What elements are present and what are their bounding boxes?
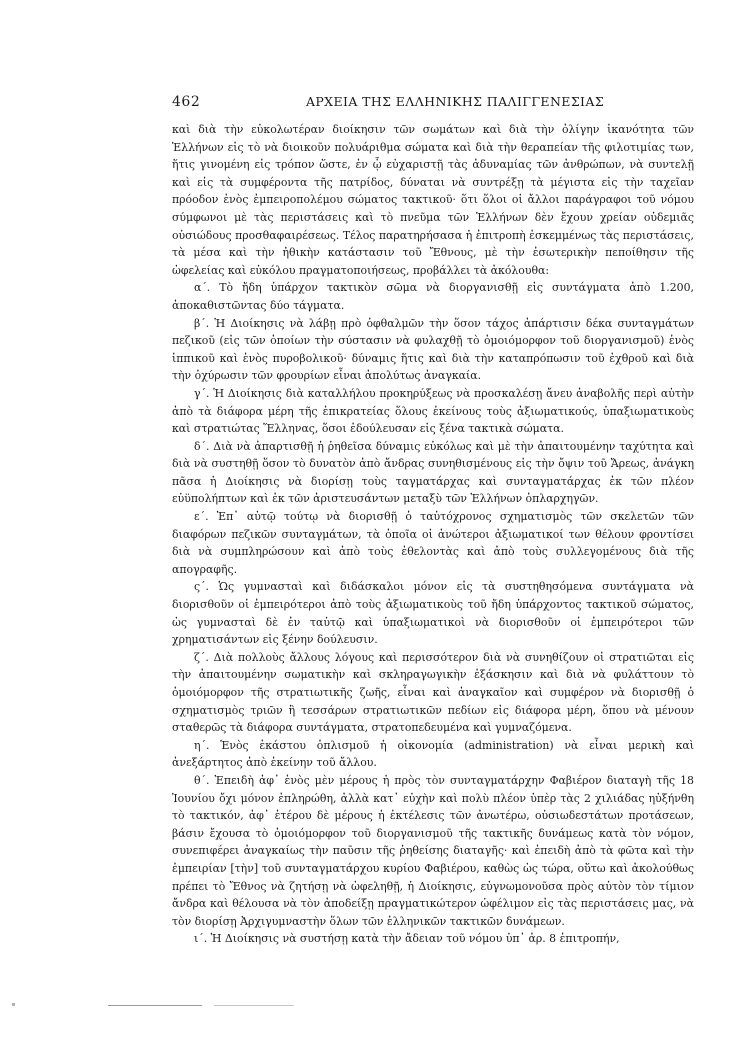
body-text <box>172 121 694 948</box>
paragraph-gamma: γ΄. Ἡ Διοίκησις διὰ καταλλήλου προκηρύξεως νὰ προσκαλέσῃ ἄνευ ἀναβολῆς περὶ αὐτὴν ἀπὸ τὰ διάφορα μέρη τῆς ἐπικρατείας ὅλους ἐκείνους τοὺς ἀξιωματικούς, ὑπαξιωματικοὺς καὶ στρατιώτας Ἕλληνας, ὅσοι ἐδούλευσαν εἰς ξένα τακτικὰ σώματα. <box>172 386 694 436</box>
scan-edge-rule <box>214 1005 294 1006</box>
scan-edge-mark <box>12 1003 15 1006</box>
scan-edge-rule <box>108 1005 202 1006</box>
paragraph-stigma: ς΄. Ὡς γυμνασταὶ καὶ διδάσκαλοι μόνον εἰς τὰ συστηθησόμενα συντάγματα νὰ διορισθοῦν οἱ ἐμπειρότεροι ἀπὸ τοὺς ἀξιωματικοὺς τοῦ ἤδη ὑπάρχοντος τακτικοῦ σώματος, ὡς γυμνασταὶ δὲ ἐν ταὐτῷ καὶ ὑπαξιωματικοὶ νὰ διορισθοῦν οἱ ἐμπειρότεροι τῶν χρηματισάντων εἰς ξένην δούλευσιν. <box>172 580 694 647</box>
paragraph-beta: β΄. Ἡ Διοίκησις νὰ λάβῃ πρὸ ὀφθαλμῶν τὴν ὅσον τάχος ἀπάρτισιν δέκα συνταγμάτων πεζικοῦ (εἰς τῶν ὁποίων τὴν σύστασιν νὰ φυλαχθῇ τὸ ὁμοιόμορφον τοῦ διοργανισμοῦ) ἑνὸς ἱππικοῦ καὶ ἑνὸς πυροβολικοῦ· δύναμις ἥτις καὶ διὰ τὴν καταπρόπωσιν τοῦ ἐχθροῦ καὶ διὰ τὴν ὀχύρωσιν τῶν φρουρίων εἶναι ἀπολύτως ἀναγκαία. <box>172 316 694 383</box>
paragraph-zeta: ζ΄. Διὰ πολλοὺς ἄλλους λόγους καὶ περισσότερον διὰ νὰ συνηθίζουν οἱ στρατιῶται εἰς τὴν ἀπαιτουμένην σωματικὴν καὶ σκληραγωγικὴν ἐξάσκησιν καὶ διὰ νὰ φυλάττουν τὸ ὁμοιόμορφον τῆς στρατιωτικῆς ζωῆς, εἶναι καὶ ἀναγκαῖον καὶ συμφέρον νὰ διορισθῇ ὁ σχηματισμὸς τριῶν ἢ τεσσάρων στρατιωτικῶν πεδίων εἰς διάφορα μέρη, ὅπου νὰ μένουν σταθερῶς τὰ διάφορα συντάγματα, στρατοπεδευμένα καὶ γυμναζόμενα. <box>172 650 694 735</box>
paragraph-eta: η΄. Ἑνὸς ἑκάστου ὁπλισμοῦ ἡ οἰκονομία (administration) νὰ εἶναι μερικὴ καὶ ἀνεξάρτητος ἀπὸ ἐκείνην τοῦ ἄλλου. <box>172 738 694 770</box>
paragraph-epsilon: ε΄. Ἐπ᾽ αὐτῷ τούτῳ νὰ διορισθῇ ὁ ταὐτόχρονος σχηματισμὸς τῶν σκελετῶν τῶν διαφόρων πεζικῶν συνταγμάτων, τὰ ὁποῖα οἱ ἀνώτεροι ἀξιωματικοί των θέλουν φροντίσει διὰ νὰ συμπληρώσουν καὶ ἀπὸ τοὺς ἐθελοντὰς καὶ ἀπὸ τοὺς συλλεγομένους διὰ τῆς απογραφῆς. <box>172 510 694 576</box>
page-header <box>172 94 692 114</box>
paragraph-alpha: α΄. Τὸ ἤδη ὑπάρχον τακτικὸν σῶμα νὰ διοργανισθῇ εἰς συντάγματα ἀπὸ 1.200, ἀποκαθιστῶντας δύο τάγματα. <box>172 281 694 312</box>
paragraph-theta: θ΄. Ἐπειδὴ ἀφ᾽ ἑνὸς μὲν μέρους ἡ πρὸς τὸν συνταγματάρχην Φαβιέρον διαταγὴ τῆς 18 Ἰουνίου ὄχι μόνον ἐπληρώθη, ἀλλὰ κατ᾽ εὐχὴν καὶ πολὺ πλέον ὑπὲρ τὰς 2 χιλιάδας ηὐξήνθη τὸ τακτικόν, ἀφ᾽ ἑτέρου δὲ μέρους ἡ ἐκτέλεσις τῶν ἀνωτέρω, οὐσιωδεστάτων προτάσεων, βάσιν ἔχουσα τὸ ὁμοιόμορφον τοῦ διοργανισμοῦ τῆς τακτικῆς δυνάμεως κατὰ τὸν νόμον, συνεπιφέρει ἀναγκαίως τὴν παῦσιν τῆς ῥηθείσης διαταγῆς· καὶ ἐπειδὴ ἀπὸ τὰ φῶτα καὶ τὴν ἐμπειρίαν [τὴν] τοῦ συνταγματάρχου κυρίου Φαβιέρου, καθὼς ὡς τώρα, οὕτω καὶ ἀκολούθως πρέπει τὸ Ἔθνος νὰ ζητήσῃ νὰ ὠφεληθῇ, ἡ Διοίκησις, εὐγνωμονοῦσα πρὸς αὐτὸν τὸν τίμιον ἄνδρα καὶ θέλουσα νὰ τὸν ἀποδείξῃ πραγματικώτερον ὠφέλιμον εἰς τὰς περιστάσεις μας, νὰ τὸν διορίσῃ Ἀρχιγυμναστὴν ὅλων τῶν ἑλληνικῶν τακτικῶν δυνάμεων. <box>172 773 694 928</box>
paragraph-intro: καὶ διὰ τὴν εὐκολωτέραν διοίκησιν τῶν σωμάτων καὶ διὰ τὴν ὀλίγην ἱκανότητα τῶν Ἑλλήνων εἰς τὸ νὰ διοικοῦν πολυάριθμα σώματα καὶ διὰ τὴν θεραπείαν τῆς φιλοτιμίας των, ἥτις γινομένη εἰς τρόπον ὥστε, ἐν ᾧ εὐχαριστῇ τὰς ἀδυναμίας τῶν ἀνθρώπων, νὰ συντελῇ καὶ εἰς τὰ συμφέροντα τῆς πατρίδος, δύναται νὰ συντρέξῃ τὰ μέγιστα εἰς τὴν ταχεῖαν πρόοδον ἑνὸς ἐμπειροπολέμου σώματος τακτικοῦ· ὅτι ὅλοι οἱ ἄλλοι παράγραφοι τοῦ νόμου σύμφωνοι μὲ τὰς περιστάσεις καὶ τὸ πνεῦμα τῶν Ἑλλήνων δὲν ἔχουν χρείαν οὐδεμιᾶς οὐσιώδους προσθαφαιρέσεως. Τέλος παρατηρήσασα ἡ ἐπιτροπὴ ἐσκεμμένως τὰς περιστάσεις, τὰ μέσα καὶ τὴν ἠθικὴν κατάστασιν τοῦ Ἔθνους, μὲ τὴν ἐσωτερικὴν πεποίθησιν τῆς ὠφελείας καὶ εὐκόλου πραγματοποιήσεως, προβάλλει τὰ ἀκόλουθα: <box>172 123 694 277</box>
paragraph-iota: ι΄. Ἡ Διοίκησις νὰ συστήσῃ κατὰ τὴν ἄδειαν τοῦ νόμου ὑπ᾽ ἀρ. 8 ἐπιτροπήν, <box>194 932 620 946</box>
page-number: 462 <box>172 94 201 110</box>
running-title: ΑΡΧΕΙΑ ΤΗΣ ΕΛΛΗΝΙΚΗΣ ΠΑΛΙΓΓΕΝΕΣΙΑΣ <box>305 94 605 109</box>
paragraph-delta: δ΄. Διὰ νὰ ἀπαρτισθῇ ἡ ῥηθεῖσα δύναμις εὐκόλως καὶ μὲ τὴν ἀπαιτουμένην ταχύτητα καὶ διὰ νὰ συστηθῇ ὅσον τὸ δυνατὸν ἀπὸ ἄνδρας συνηθισμένους εἰς τὴν ὄψιν τοῦ Ἄρεως, ἀνάγκη πᾶσα ἡ Διοίκησις νὰ διορίσῃ τοὺς ταγματάρχας καὶ συνταγματάρχας ἐκ τῶν πλέον εὐϋπολήπτων καὶ ἐκ τῶν ἀριστευσάντων μεταξὺ τῶν Ἑλλήνων ὁπλαρχηγῶν. <box>172 439 694 506</box>
